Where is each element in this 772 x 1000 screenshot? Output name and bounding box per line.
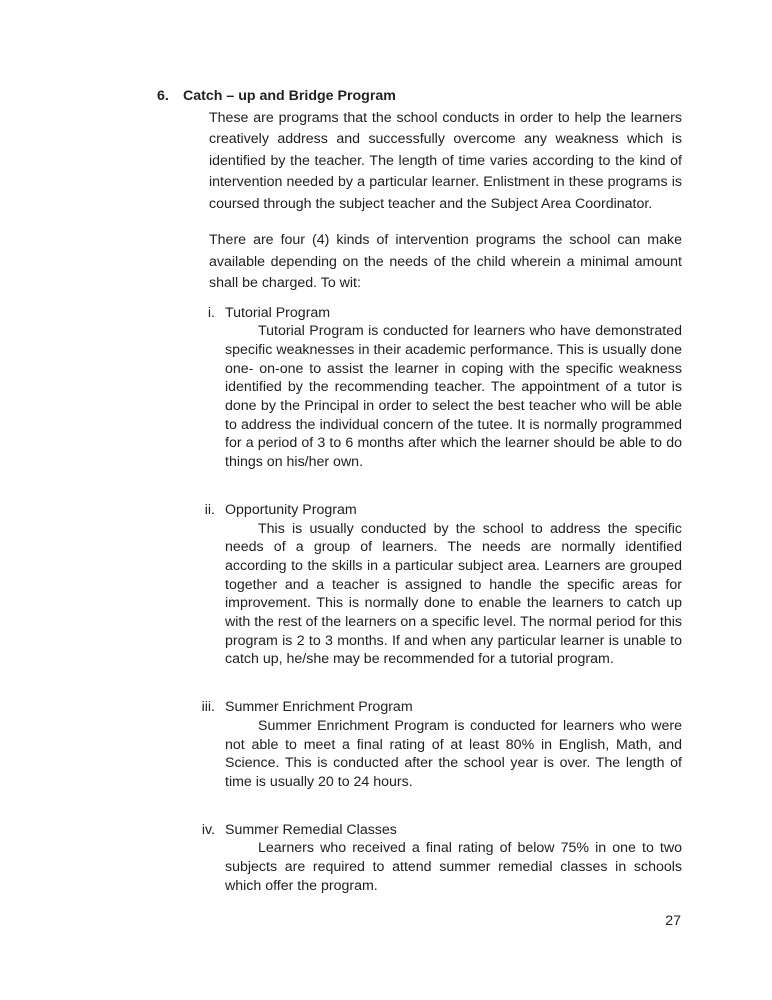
list-item-content [225,821,682,896]
section-heading [157,86,682,108]
list-marker: iv. [201,821,215,838]
section-number: 6. [157,88,169,104]
list-item-content [225,304,682,472]
list-item-title: Tutorial Program [225,304,331,321]
list-item-body: This is usually conducted by the school to address the specific needs of a group of learners. The needs are normally identified according to the skills in a particular subject area. Learners are grouped together and a teacher is assigned to handle the specific areas for improvement. This is normally done to enable the learners to catch up with the rest of the learners on a specific level. The normal period for this program is 2 to 3 months. If and when any particular learner is unable to catch up, he/she may be recommended for a tutorial program. [225,520,682,668]
list-item-content [225,698,682,792]
page-number: 27 [665,913,681,929]
list-item-content [225,501,682,669]
list-item-tutorial-program [187,304,682,472]
list-item-opportunity-program [187,501,682,669]
list-item-title: Opportunity Program [225,501,357,518]
list-item-body: Summer Enrichment Program is conducted for learners who were not able to meet a final rating of at least 80% in English, Math, and Science. This is conducted after the school year is over. The length of time is usually 20 to 24 hours. [225,717,682,790]
list-item-body: Learners who received a final rating of below 75% in one to two subjects are required to attend summer remedial classes in schools which offer the program. [225,840,682,894]
intro-paragraph-1: These are programs that the school conducts in order to help the learners creatively address and successfully overcome any weakness which is identified by the teacher. The length of time varies according to the kind of intervention needed by a particular learner. Enlistment in these programs is coursed through the subject teacher and the Subject Area Coordinator. [209,109,682,212]
list-item-summer-enrichment-program [187,698,682,792]
section-title: Catch – up and Bridge Program [183,88,396,104]
list-item-body: Tutorial Program is conducted for learners who have demonstrated specific weaknesses in their academic performance. This is usually done one- on-one to assist the learner in coping with the specific weakness identified by the recommending teacher. The appointment of a tutor is done by the Principal in order to select the best teacher who will be able to address the individual concern of the tutee. It is normally programmed for a period of 3 to 6 months after which the learner should be able to do things on his/her own. [225,323,682,471]
document-content [157,86,682,895]
list-marker: i. [207,304,215,321]
list-marker: iii. [201,699,215,716]
list-marker: ii. [204,501,215,518]
list-item-summer-remedial-classes [187,821,682,896]
list-item-title: Summer Enrichment Program [225,699,413,716]
intro-paragraph-2: There are four (4) kinds of intervention programs the school can make available depending on the needs of the child wherein a minimal amount shall be charged. To wit: [209,232,682,291]
list-item-title: Summer Remedial Classes [225,821,397,838]
